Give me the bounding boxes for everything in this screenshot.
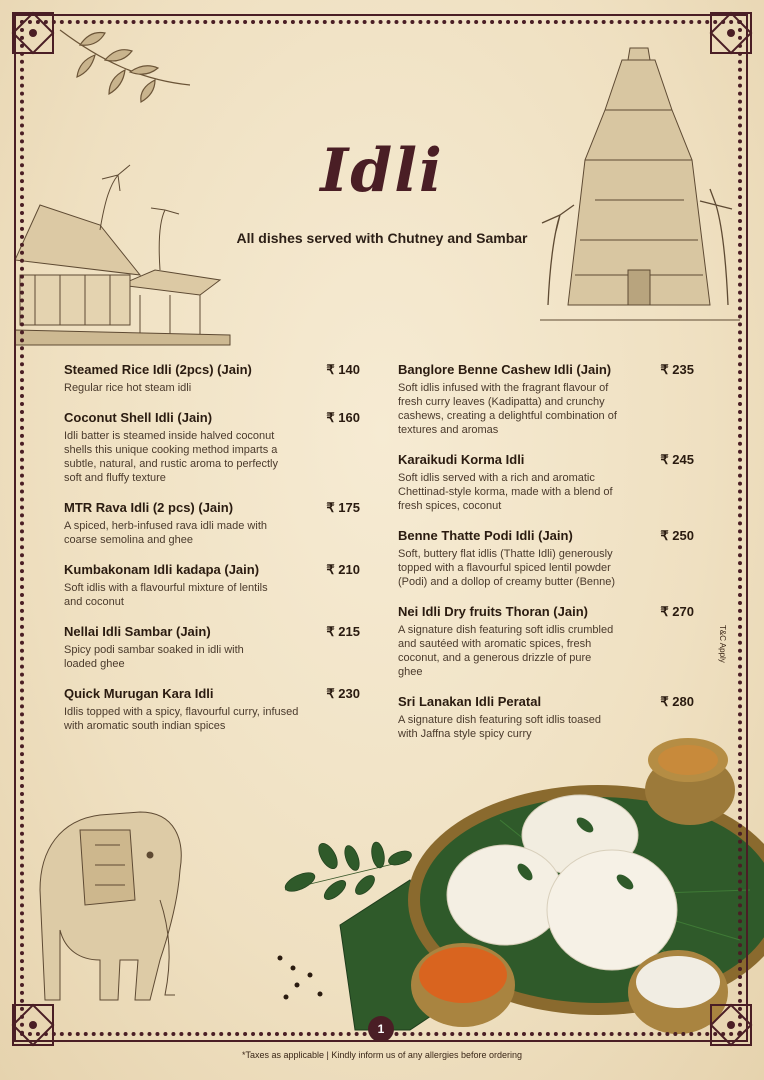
item-description: Spicy podi sambar soaked in idli with loaded ghee xyxy=(64,644,244,670)
item-price: ₹ 270 xyxy=(660,604,694,619)
footer-note: *Taxes as applicable | Kindly inform us of any allergies before ordering xyxy=(242,1050,522,1060)
item-price: ₹ 230 xyxy=(326,686,360,701)
menu-item xyxy=(64,561,360,609)
menu-item xyxy=(398,693,694,741)
item-name: Coconut Shell Idli (Jain) xyxy=(64,410,213,425)
item-description: A spiced, herb-infused rava idli made with coarse semolina and ghee xyxy=(64,520,267,546)
menu-item xyxy=(398,527,694,589)
item-name: Nei Idli Dry fruits Thoran (Jain) xyxy=(398,604,588,619)
item-price: ₹ 160 xyxy=(326,410,360,425)
page-subtitle: All dishes served with Chutney and Sambar xyxy=(236,230,528,246)
corner-ornament-icon xyxy=(8,8,58,58)
menu-item xyxy=(398,451,694,513)
item-price: ₹ 215 xyxy=(326,624,360,639)
page-title: Idli xyxy=(320,136,444,206)
item-description: A signature dish featuring soft idlis toased with Jaffna style spicy curry xyxy=(398,714,602,740)
item-name: Kumbakonam Idli kadapa (Jain) xyxy=(64,562,260,577)
menu-item xyxy=(398,603,694,679)
menu-column-right xyxy=(398,361,698,741)
item-name: Benne Thatte Podi Idli (Jain) xyxy=(398,528,573,543)
item-description: Regular rice hot steam idli xyxy=(64,382,192,394)
item-name: Banglore Benne Cashew Idli (Jain) xyxy=(398,362,612,377)
menu-item xyxy=(64,685,360,733)
menu-item xyxy=(64,361,364,395)
menu-item xyxy=(64,409,360,485)
item-price: ₹ 235 xyxy=(660,362,694,377)
item-price: ₹ 250 xyxy=(660,528,694,543)
terms-note: T&C Apply xyxy=(718,625,727,663)
item-price: ₹ 280 xyxy=(660,694,694,709)
item-name: Karaikudi Korma Idli xyxy=(398,452,525,467)
menu-column-left xyxy=(64,361,364,733)
item-description: Idlis topped with a spicy, flavourful curry, infused with aromatic south indian spices xyxy=(64,706,299,732)
item-description: Soft idlis served with a rich and aromatic Chettinad-style korma, made with a blend of fresh spices, coconut xyxy=(398,472,613,512)
item-name: Quick Murugan Kara Idli xyxy=(64,686,214,701)
item-price: ₹ 245 xyxy=(660,452,694,467)
item-name: Nellai Idli Sambar (Jain) xyxy=(64,624,211,639)
item-description: Soft idlis with a flavourful mixture of lentils and coconut xyxy=(64,582,268,608)
item-price: ₹ 210 xyxy=(326,562,360,577)
item-description: Soft, buttery flat idlis (Thatte Idli) generously topped with a flavourful spiced lentil powder (Podi) and a dollop of creamy butter (Benne) xyxy=(398,548,616,588)
menu-item xyxy=(64,623,360,671)
corner-ornament-icon xyxy=(706,8,756,58)
page-number: 1 xyxy=(368,1016,394,1042)
item-name: Sri Lanakan Idli Peratal xyxy=(398,694,542,709)
item-description: Idli batter is steamed inside halved coconut shells this unique cooking method imparts a subtle, natural, and rustic aroma to perfectly soft and fluffy texture xyxy=(64,430,278,484)
corner-ornament-icon xyxy=(8,1000,58,1050)
item-price: ₹ 175 xyxy=(326,500,360,515)
item-name: MTR Rava Idli (2 pcs) (Jain) xyxy=(64,500,234,515)
item-name: Steamed Rice Idli (2pcs) (Jain) xyxy=(64,362,252,377)
corner-ornament-icon xyxy=(706,1000,756,1050)
item-description: A signature dish featuring soft idlis crumbled and sautéed with aromatic spices, fresh coconut, and a generous drizzle of pure ghee xyxy=(398,624,614,678)
item-price: ₹ 140 xyxy=(326,362,360,377)
item-description: Soft idlis infused with the fragrant flavour of fresh curry leaves (Kadipatta) and crunchy cashews, creating a delightful combination of textures and aromas xyxy=(398,382,617,436)
menu-item xyxy=(64,499,360,547)
menu-item xyxy=(398,361,694,437)
